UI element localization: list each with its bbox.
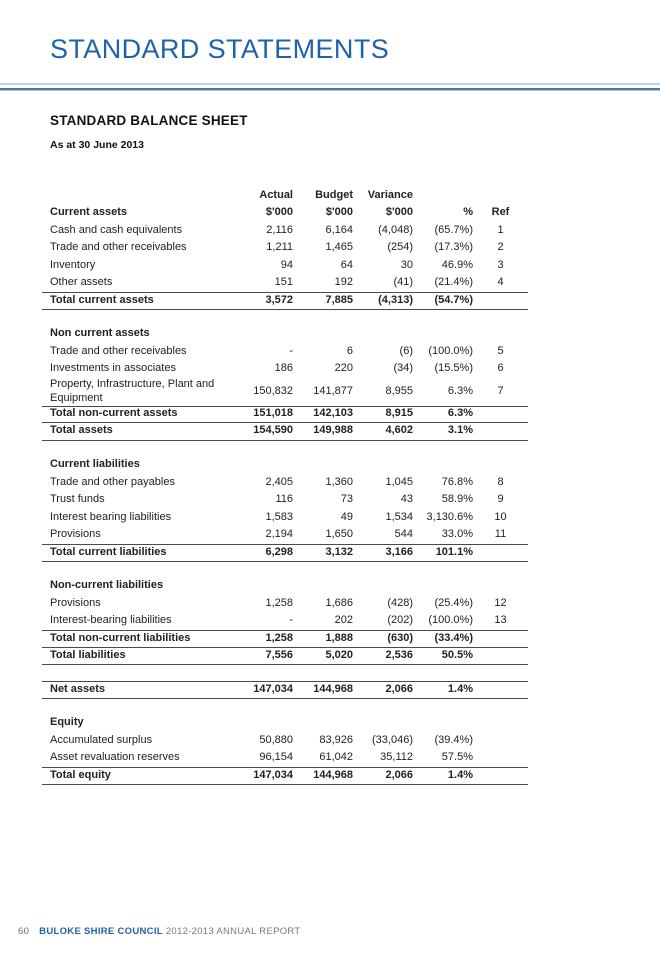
cell-variance: 2,536 bbox=[385, 648, 413, 661]
cell-variance: (33,046) bbox=[372, 733, 413, 746]
cell-variance: 2,066 bbox=[385, 682, 413, 695]
cell-budget: 1,888 bbox=[325, 631, 353, 644]
balance-sheet-subtitle: As at 30 June 2013 bbox=[50, 139, 144, 151]
cell-pct: 57.5% bbox=[441, 751, 473, 764]
cell-label: Non current assets bbox=[50, 327, 150, 340]
cell-variance: 8,955 bbox=[385, 384, 413, 397]
cell-variance: (630) bbox=[387, 631, 413, 644]
cell-label: Equity bbox=[50, 716, 84, 729]
cell-budget: 73 bbox=[340, 493, 353, 506]
unit-header-actual: $'000 bbox=[265, 206, 293, 219]
cell-variance: 35,112 bbox=[380, 751, 413, 764]
cell-pct: 1.4% bbox=[447, 682, 473, 695]
cell-variance: (6) bbox=[399, 344, 413, 357]
cell-variance: 544 bbox=[394, 528, 413, 541]
cell-label: Total non-current liabilities bbox=[50, 631, 191, 644]
cell-variance: (41) bbox=[393, 276, 413, 289]
table-row bbox=[42, 361, 528, 379]
spacer-row bbox=[42, 310, 528, 326]
cell-actual: 6,298 bbox=[265, 545, 293, 558]
column-header-variance: Variance bbox=[367, 188, 413, 201]
cell-actual: 7,556 bbox=[265, 648, 293, 661]
cell-budget: 6,164 bbox=[325, 223, 353, 236]
cell-budget: 3,132 bbox=[325, 545, 353, 558]
cell-variance: 30 bbox=[400, 258, 413, 271]
cell-budget: 1,686 bbox=[325, 596, 353, 609]
cell-ref: 10 bbox=[494, 510, 507, 523]
table-row bbox=[42, 732, 528, 750]
cell-label: Interest bearing liabilities bbox=[50, 510, 172, 523]
cell-pct: (54.7%) bbox=[434, 293, 473, 306]
balance-sheet-title: STANDARD BALANCE SHEET bbox=[50, 113, 248, 128]
cell-budget: 83,926 bbox=[319, 733, 353, 746]
cell-pct: 6.3% bbox=[447, 407, 473, 420]
column-header-budget: Budget bbox=[315, 188, 353, 201]
table-row bbox=[42, 595, 528, 613]
cell-pct: 6.3% bbox=[447, 384, 473, 397]
cell-label: Provisions bbox=[50, 528, 101, 541]
cell-label: Other assets bbox=[50, 276, 113, 289]
cell-budget: 1,465 bbox=[325, 241, 353, 254]
cell-budget: 202 bbox=[334, 614, 353, 627]
footer-page-number: 60 bbox=[18, 926, 30, 937]
cell-label: Total liabilities bbox=[50, 648, 126, 661]
cell-actual: 1,211 bbox=[266, 241, 293, 254]
cell-label: Trade and other receivables bbox=[50, 241, 187, 254]
cell-pct: (25.4%) bbox=[434, 596, 473, 609]
cell-pct: (39.4%) bbox=[434, 733, 473, 746]
cell-actual: - bbox=[289, 614, 293, 627]
cell-actual: 2,405 bbox=[265, 475, 293, 488]
cell-actual: 151,018 bbox=[253, 407, 293, 420]
cell-actual: 186 bbox=[274, 362, 293, 375]
total-row bbox=[42, 648, 528, 666]
section-header-current-assets: Current assets bbox=[50, 206, 128, 219]
cell-variance: 1,045 bbox=[385, 475, 413, 488]
table-row bbox=[42, 240, 528, 258]
table-row bbox=[42, 343, 528, 361]
cell-budget: 1,650 bbox=[325, 528, 353, 541]
table-row bbox=[42, 275, 528, 293]
cell-variance: (202) bbox=[387, 614, 413, 627]
cell-ref: 8 bbox=[497, 475, 504, 488]
cell-pct: (33.4%) bbox=[434, 631, 473, 644]
cell-label: Trust funds bbox=[50, 493, 105, 506]
cell-label: Provisions bbox=[50, 596, 101, 609]
cell-label: Trade and other payables bbox=[50, 475, 175, 488]
table-row bbox=[42, 222, 528, 240]
cell-pct: 1.4% bbox=[447, 768, 473, 781]
cell-pct: (65.7%) bbox=[434, 223, 473, 236]
unit-header-row bbox=[42, 205, 528, 223]
cell-label: Non-current liabilities bbox=[50, 579, 164, 592]
cell-label: Asset revaluation reserves bbox=[50, 751, 180, 764]
cell-pct: 3.1% bbox=[447, 424, 473, 437]
column-group-header-row bbox=[42, 187, 528, 205]
cell-actual: 147,034 bbox=[253, 682, 293, 695]
cell-actual: 1,258 bbox=[265, 631, 293, 644]
cell-label: Accumulated surplus bbox=[50, 733, 153, 746]
cell-variance: 4,602 bbox=[385, 424, 413, 437]
cell-variance: 1,534 bbox=[385, 510, 413, 523]
spacer-row bbox=[42, 441, 528, 457]
cell-actual: 1,258 bbox=[265, 596, 293, 609]
cell-variance: (4,313) bbox=[378, 293, 413, 306]
cell-budget: 61,042 bbox=[319, 751, 353, 764]
cell-variance: (4,048) bbox=[378, 223, 413, 236]
table-row bbox=[42, 613, 528, 631]
cell-label: Current liabilities bbox=[50, 458, 140, 471]
cell-ref: 2 bbox=[497, 241, 504, 254]
cell-budget: 142,103 bbox=[313, 407, 353, 420]
cell-ref: 9 bbox=[497, 493, 504, 506]
unit-header-variance: $'000 bbox=[385, 206, 413, 219]
cell-pct: 58.9% bbox=[441, 493, 473, 506]
cell-actual: 3,572 bbox=[265, 293, 293, 306]
cell-label: Investments in associates bbox=[50, 362, 176, 375]
cell-actual: 150,832 bbox=[253, 384, 293, 397]
cell-label: Interest-bearing liabilities bbox=[50, 614, 172, 627]
cell-variance: 8,915 bbox=[385, 407, 413, 420]
cell-actual: 2,194 bbox=[265, 528, 293, 541]
cell-pct: (100.0%) bbox=[428, 614, 473, 627]
cell-actual: 1,583 bbox=[265, 510, 293, 523]
cell-variance: 43 bbox=[400, 493, 413, 506]
table-row bbox=[42, 509, 528, 527]
cell-ref: 4 bbox=[497, 276, 504, 289]
cell-ref: 11 bbox=[494, 528, 507, 541]
table-body bbox=[42, 222, 528, 785]
cell-ref: 7 bbox=[497, 384, 504, 397]
cell-budget: 6 bbox=[346, 344, 353, 357]
cell-budget: 144,968 bbox=[313, 768, 353, 781]
cell-pct: (100.0%) bbox=[428, 344, 473, 357]
cell-actual: - bbox=[289, 344, 293, 357]
section-header-row bbox=[42, 578, 528, 596]
cell-label: Cash and cash equivalents bbox=[50, 223, 183, 236]
cell-actual: 94 bbox=[280, 258, 293, 271]
page-title: STANDARD STATEMENTS bbox=[50, 34, 390, 64]
cell-pct: (21.4%) bbox=[434, 276, 473, 289]
cell-label: Total non-current assets bbox=[50, 407, 178, 420]
total-row bbox=[42, 630, 528, 648]
cell-actual: 116 bbox=[275, 493, 293, 506]
cell-variance: (34) bbox=[393, 362, 413, 375]
footer-report-name: 2012-2013 ANNUAL REPORT bbox=[165, 926, 301, 937]
table-row bbox=[42, 474, 528, 492]
total-row bbox=[42, 292, 528, 310]
cell-actual: 50,880 bbox=[259, 733, 293, 746]
unit-header-pct: % bbox=[463, 206, 473, 219]
cell-label: Trade and other receivables bbox=[50, 344, 187, 357]
cell-pct: (15.5%) bbox=[434, 362, 473, 375]
cell-actual: 2,116 bbox=[266, 223, 293, 236]
cell-label: Net assets bbox=[50, 682, 106, 695]
footer bbox=[18, 926, 301, 937]
spacer-row bbox=[42, 562, 528, 578]
cell-pct: 50.5% bbox=[441, 648, 473, 661]
cell-ref: 12 bbox=[494, 596, 507, 609]
report-page bbox=[0, 36, 660, 970]
table-row bbox=[42, 492, 528, 510]
total-row bbox=[42, 767, 528, 785]
total-row bbox=[42, 681, 528, 699]
cell-actual: 96,154 bbox=[259, 751, 293, 764]
balance-sheet-table bbox=[42, 187, 528, 785]
cell-budget: 220 bbox=[334, 362, 353, 375]
cell-budget: 149,988 bbox=[313, 424, 353, 437]
spacer-row bbox=[42, 699, 528, 715]
table-row bbox=[42, 527, 528, 545]
cell-pct: 101.1% bbox=[435, 545, 473, 558]
cell-pct: 33.0% bbox=[441, 528, 473, 541]
table-row bbox=[42, 257, 528, 275]
section-header-row bbox=[42, 326, 528, 344]
column-header-actual: Actual bbox=[259, 188, 293, 201]
spacer-row bbox=[42, 665, 528, 681]
section-header-row bbox=[42, 715, 528, 733]
cell-budget: 64 bbox=[340, 258, 353, 271]
cell-actual: 154,590 bbox=[253, 424, 293, 437]
cell-label: Inventory bbox=[50, 258, 96, 271]
cell-pct: 46.9% bbox=[441, 258, 473, 271]
cell-label: Property, Infrastructure, Plant and Equipment bbox=[50, 378, 215, 404]
total-row bbox=[42, 423, 528, 441]
cell-label: Total assets bbox=[50, 424, 113, 437]
total-row bbox=[42, 406, 528, 424]
cell-budget: 1,360 bbox=[325, 475, 353, 488]
cell-variance: (254) bbox=[387, 241, 413, 254]
unit-header-ref: Ref bbox=[491, 206, 510, 219]
cell-budget: 49 bbox=[340, 510, 353, 523]
table-row bbox=[42, 378, 528, 406]
total-row bbox=[42, 544, 528, 562]
cell-variance: (428) bbox=[387, 596, 413, 609]
cell-budget: 141,877 bbox=[313, 384, 353, 397]
cell-actual: 151 bbox=[274, 276, 293, 289]
cell-ref: 3 bbox=[497, 258, 504, 271]
section-header-row bbox=[42, 457, 528, 475]
cell-ref: 1 bbox=[497, 223, 504, 236]
cell-ref: 13 bbox=[494, 614, 507, 627]
cell-label: Total equity bbox=[50, 768, 111, 781]
cell-pct: (17.3%) bbox=[434, 241, 473, 254]
cell-variance: 2,066 bbox=[385, 768, 413, 781]
cell-pct: 3,130.6% bbox=[426, 510, 473, 523]
cell-budget: 5,020 bbox=[325, 648, 353, 661]
table-row bbox=[42, 750, 528, 768]
cell-budget: 192 bbox=[334, 276, 353, 289]
cell-actual: 147,034 bbox=[253, 768, 293, 781]
title-rule bbox=[0, 83, 660, 91]
cell-pct: 76.8% bbox=[441, 475, 473, 488]
cell-variance: 3,166 bbox=[385, 545, 413, 558]
cell-ref: 6 bbox=[497, 362, 504, 375]
unit-header-budget: $'000 bbox=[325, 206, 353, 219]
cell-label: Total current liabilities bbox=[50, 545, 167, 558]
footer-council-name: BULOKE SHIRE COUNCIL bbox=[39, 926, 163, 937]
cell-label: Total current assets bbox=[50, 293, 154, 306]
cell-budget: 144,968 bbox=[313, 682, 353, 695]
cell-budget: 7,885 bbox=[325, 293, 353, 306]
cell-ref: 5 bbox=[497, 344, 504, 357]
